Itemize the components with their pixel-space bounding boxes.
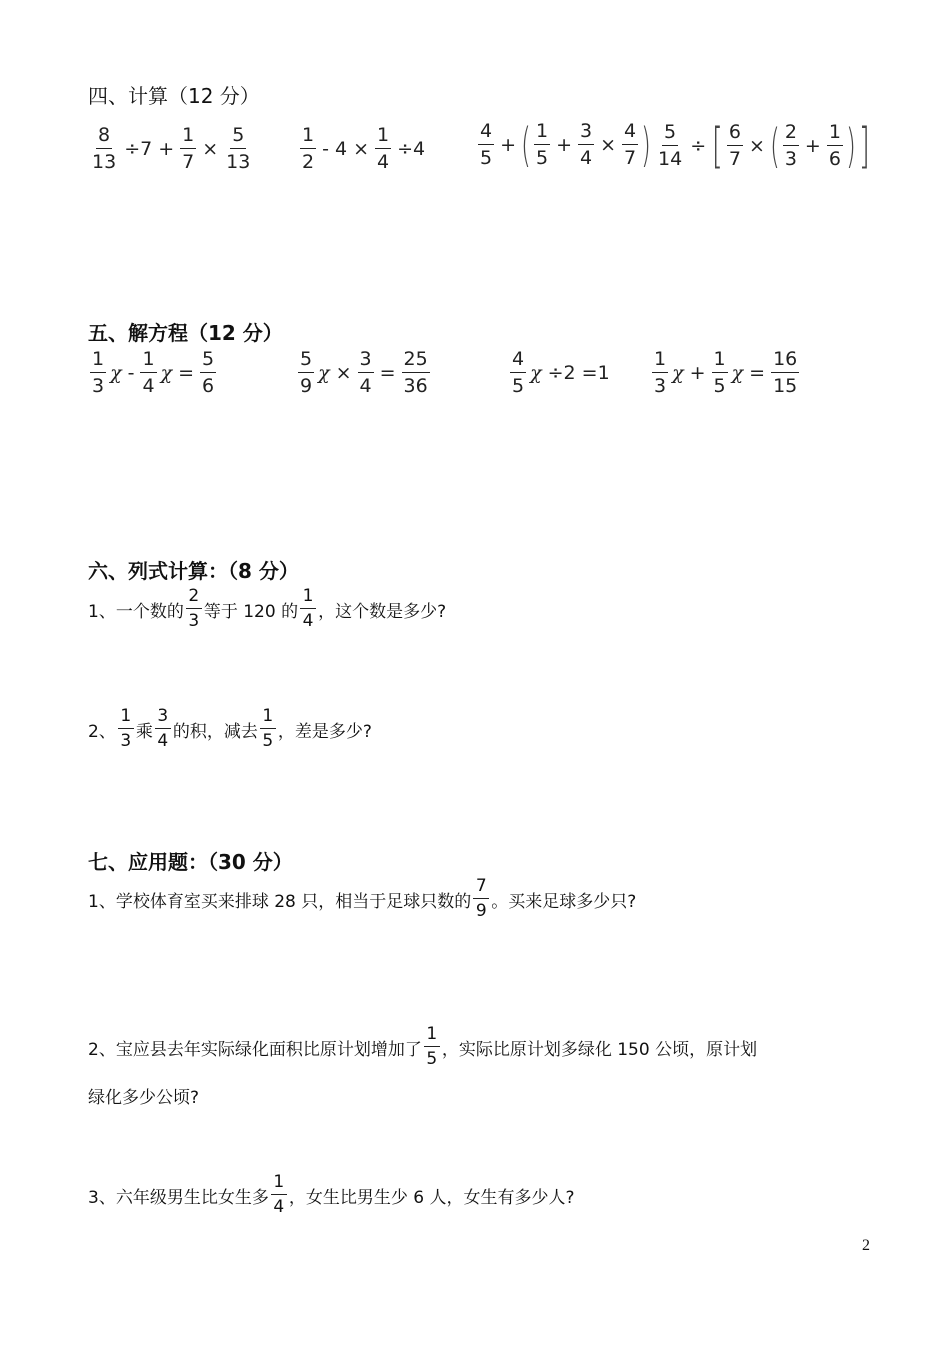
variable-x: χ <box>731 362 744 384</box>
fraction: $\frac{1}{4}$ <box>377 124 390 173</box>
fraction: $\frac{1}{5}$ <box>260 708 276 750</box>
fraction: $\frac{1}{4}$ <box>271 1174 287 1216</box>
fraction: $\frac{2}{3}$ <box>784 121 797 170</box>
fraction: $\frac{3}{4}$ <box>579 120 593 169</box>
fraction: $\frac{1}{3}$ <box>654 348 667 397</box>
fraction: $\frac{5}{9}$ <box>300 348 313 397</box>
section-4-title: 四、计算（12 分） <box>88 84 260 108</box>
fraction: $\frac{3}{4}$ <box>359 348 372 397</box>
fraction: $\frac{1}{2}$ <box>302 124 315 173</box>
section-7-question-3: 3、六年级男生比女生多 $\frac{1}{4}$ ，女生比男生少 6 人，女生有多少人? <box>88 1172 575 1217</box>
calc-problem-3: $\frac{4}{5}$ + ( $\frac{1}{5}$ + $\frac{3}{4}$ × $\frac{4}{7}$ ) <box>480 118 652 172</box>
fraction: $\frac{5}{6}$ <box>202 348 215 397</box>
right-bracket: ] <box>858 118 870 174</box>
fraction: $\frac{1}{3}$ <box>118 708 134 750</box>
fraction: $\frac{4}{5}$ <box>480 120 493 169</box>
equation-2: $\frac{5}{9}$ χ × $\frac{3}{4}$ = $\frac{25}{36}$ <box>300 348 428 397</box>
fraction: $\frac{1}{5}$ <box>424 1026 440 1068</box>
fraction: $\frac{1}{7}$ <box>182 124 195 173</box>
fraction: $\frac{4}{7}$ <box>624 120 637 169</box>
fraction: $\frac{7}{9}$ <box>473 878 489 920</box>
right-paren: ) <box>641 118 652 172</box>
variable-x: χ <box>672 362 684 384</box>
variable-x: χ <box>318 362 330 384</box>
fraction: $\frac{8}{13}$ <box>92 124 117 173</box>
fraction: $\frac{1}{5}$ <box>535 120 549 169</box>
section-6-question-2: 2、 $\frac{1}{3}$ 乘 $\frac{3}{4}$ 的积，减去 $\frac{1}{5}$ ，差是多少? <box>88 706 372 751</box>
variable-x: χ <box>110 362 122 384</box>
page-number: 2 <box>862 1237 870 1254</box>
section-6-title: 六、列式计算：（8 分） <box>88 559 299 583</box>
left-bracket: [ <box>711 118 724 174</box>
equation-1: $\frac{1}{3}$ χ - $\frac{1}{4}$ χ = $\frac{5}{6}$ <box>92 348 215 397</box>
fraction: $\frac{5}{14}$ <box>658 121 683 170</box>
fraction: $\frac{6}{7}$ <box>728 121 741 170</box>
fraction: $\frac{1}{4}$ <box>300 588 316 630</box>
section-7-question-2: 2、宝应县去年实际绿化面积比原计划增加了 $\frac{1}{5}$ ，实际比原计划多绿化 150 公顷，原计划 <box>88 1024 758 1069</box>
fraction: $\frac{4}{5}$ <box>512 348 525 397</box>
calc-problem-4: $\frac{5}{14}$ ÷ [ $\frac{6}{7}$ × ( $\frac{2}{3}$ + $\frac{1}{6}$ ) ] <box>658 118 870 174</box>
section-7-title: 七、应用题：（30 分） <box>88 850 293 874</box>
variable-x: χ <box>530 362 542 384</box>
right-paren: ) <box>845 119 856 173</box>
fraction: $\frac{1}{5}$ <box>713 348 726 397</box>
fraction: $\frac{5}{13}$ <box>226 124 251 173</box>
left-paren: ( <box>521 118 531 172</box>
section-7-question-2-line-2: 绿化多少公顷? <box>88 1088 200 1108</box>
left-paren: ( <box>769 119 780 173</box>
section-6-question-1: 1、一个数的 $\frac{2}{3}$ 等于 120 的 $\frac{1}{4}$ ，这个数是多少? <box>88 586 447 631</box>
fraction: $\frac{16}{15}$ <box>773 348 798 397</box>
fraction: $\frac{1}{4}$ <box>142 348 155 397</box>
fraction: $\frac{2}{3}$ <box>186 588 202 630</box>
section-7-question-1: 1、学校体育室买来排球 28 只，相当于足球只数的 $\frac{7}{9}$ 。买来足球多少只? <box>88 876 637 921</box>
calc-problem-1: $\frac{8}{13}$ ÷7 + $\frac{1}{7}$ × $\frac{5}{13}$ <box>92 124 251 173</box>
calc-problem-2: $\frac{1}{2}$ - 4 × $\frac{1}{4}$ ÷4 <box>302 124 426 173</box>
section-5-title: 五、解方程（12 分） <box>88 321 283 345</box>
fraction: $\frac{1}{3}$ <box>92 348 105 397</box>
fraction: $\frac{3}{4}$ <box>155 708 171 750</box>
fraction: $\frac{25}{36}$ <box>403 348 428 397</box>
variable-x: χ <box>160 362 173 384</box>
equation-3: $\frac{4}{5}$ χ ÷2 =1 <box>512 348 610 397</box>
fraction: $\frac{1}{6}$ <box>828 121 841 170</box>
equation-4: $\frac{1}{3}$ χ + $\frac{1}{5}$ χ = $\frac{16}{15}$ <box>654 348 798 397</box>
